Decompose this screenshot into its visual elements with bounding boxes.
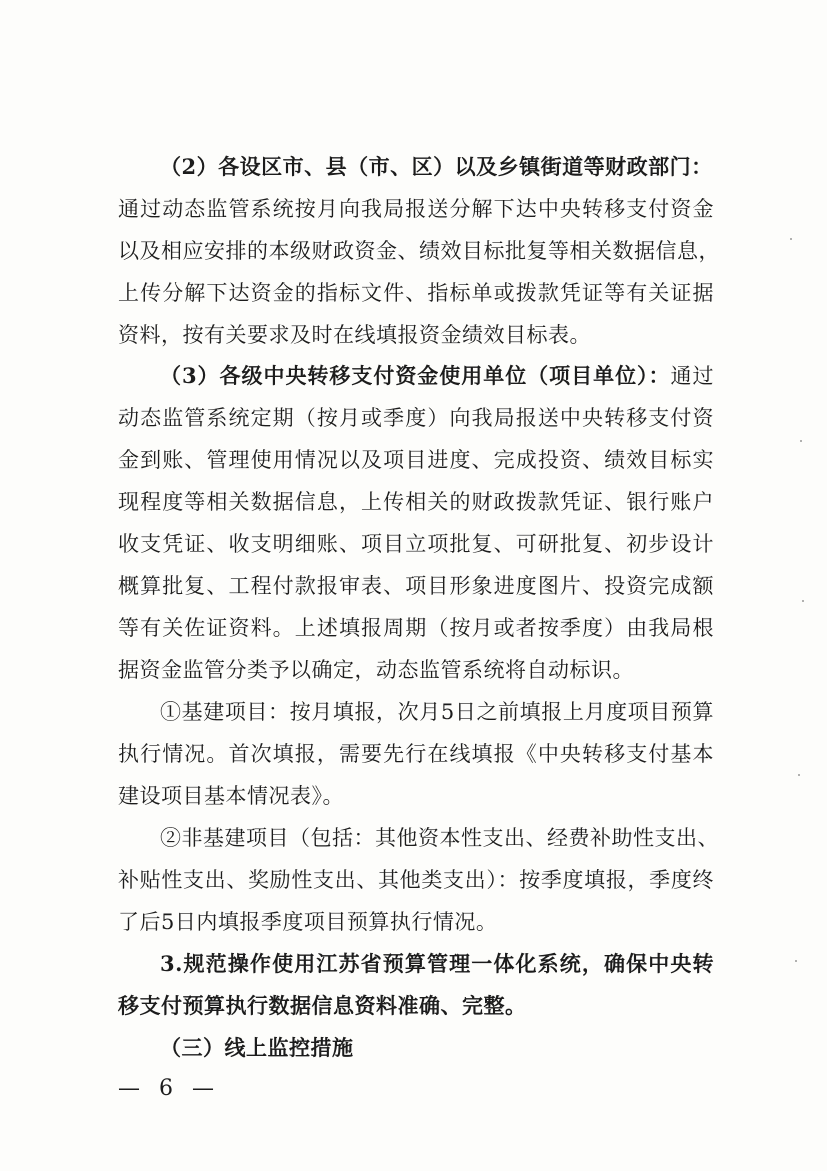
text-line: 据资金监管分类予以确定，动态监管系统将自动标识。 — [118, 658, 634, 682]
scan-speck — [790, 238, 792, 240]
subsection-heading: （三）线上监控措施 — [160, 1035, 354, 1060]
text-line: 建设项目基本情况表》。 — [118, 784, 344, 808]
text-line: 执行情况。首次填报，需要先行在线填报《中央转移支付基本 — [118, 742, 714, 766]
scan-speck — [795, 960, 797, 962]
scan-speck — [800, 440, 802, 442]
text-line: 补贴性支出、奖励性支出、其他类支出）：按季度填报，季度终 — [118, 868, 714, 892]
text-line: 等有关佐证资料。上述填报周期（按月或者按季度）由我局根 — [118, 616, 714, 640]
text-line: 现程度等相关数据信息，上传相关的财政拨款凭证、银行账户 — [118, 490, 714, 514]
text-line: 资料，按有关要求及时在线填报资金绩效目标表。 — [118, 323, 591, 347]
text-line: 通过动态监管系统按月向我局报送分解下达中央转移支付资金 — [118, 197, 714, 221]
section-3-line: 移支付预算执行数据信息资料准确、完整。 — [118, 993, 527, 1018]
text-line: 了后5日内填报季度项目预算执行情况。 — [118, 910, 498, 934]
text-line: 动态监管系统定期（按月或季度）向我局报送中央转移支付资 — [118, 406, 714, 430]
text-line: 金到账、管理使用情况以及项目进度、完成投资、绩效目标实 — [118, 448, 714, 472]
page-number: — 6 — — [118, 1076, 220, 1101]
text-line: 以及相应安排的本级财政资金、绩效目标批复等相关数据信息， — [118, 239, 720, 263]
heading-3-tail: 通过 — [670, 364, 714, 388]
scan-speck — [798, 774, 800, 776]
text-line: 概算批复、工程付款报审表、项目形象进度图片、投资完成额 — [118, 574, 714, 598]
text-line: 上传分解下达资金的指标文件、指标单或拨款凭证等有关证据 — [118, 281, 714, 305]
text-line: 收支凭证、收支明细账、项目立项批复、可研批复、初步设计 — [118, 532, 714, 556]
scan-speck — [802, 600, 804, 602]
item-1-line: ①基建项目：按月填报，次月5日之前填报上月度项目预算 — [160, 700, 714, 724]
item-2-line: ②非基建项目（包括：其他资本性支出、经费补助性支出、 — [160, 826, 719, 850]
heading-2: （2）各设区市、县（市、区）以及乡镇街道等财政部门： — [160, 154, 713, 179]
heading-3-line — [160, 361, 714, 391]
heading-3: （3）各级中央转移支付资金使用单位（项目单位）： — [160, 363, 671, 388]
section-3-line: 3.规范操作使用江苏省预算管理一体化系统，确保中央转 — [160, 951, 714, 976]
